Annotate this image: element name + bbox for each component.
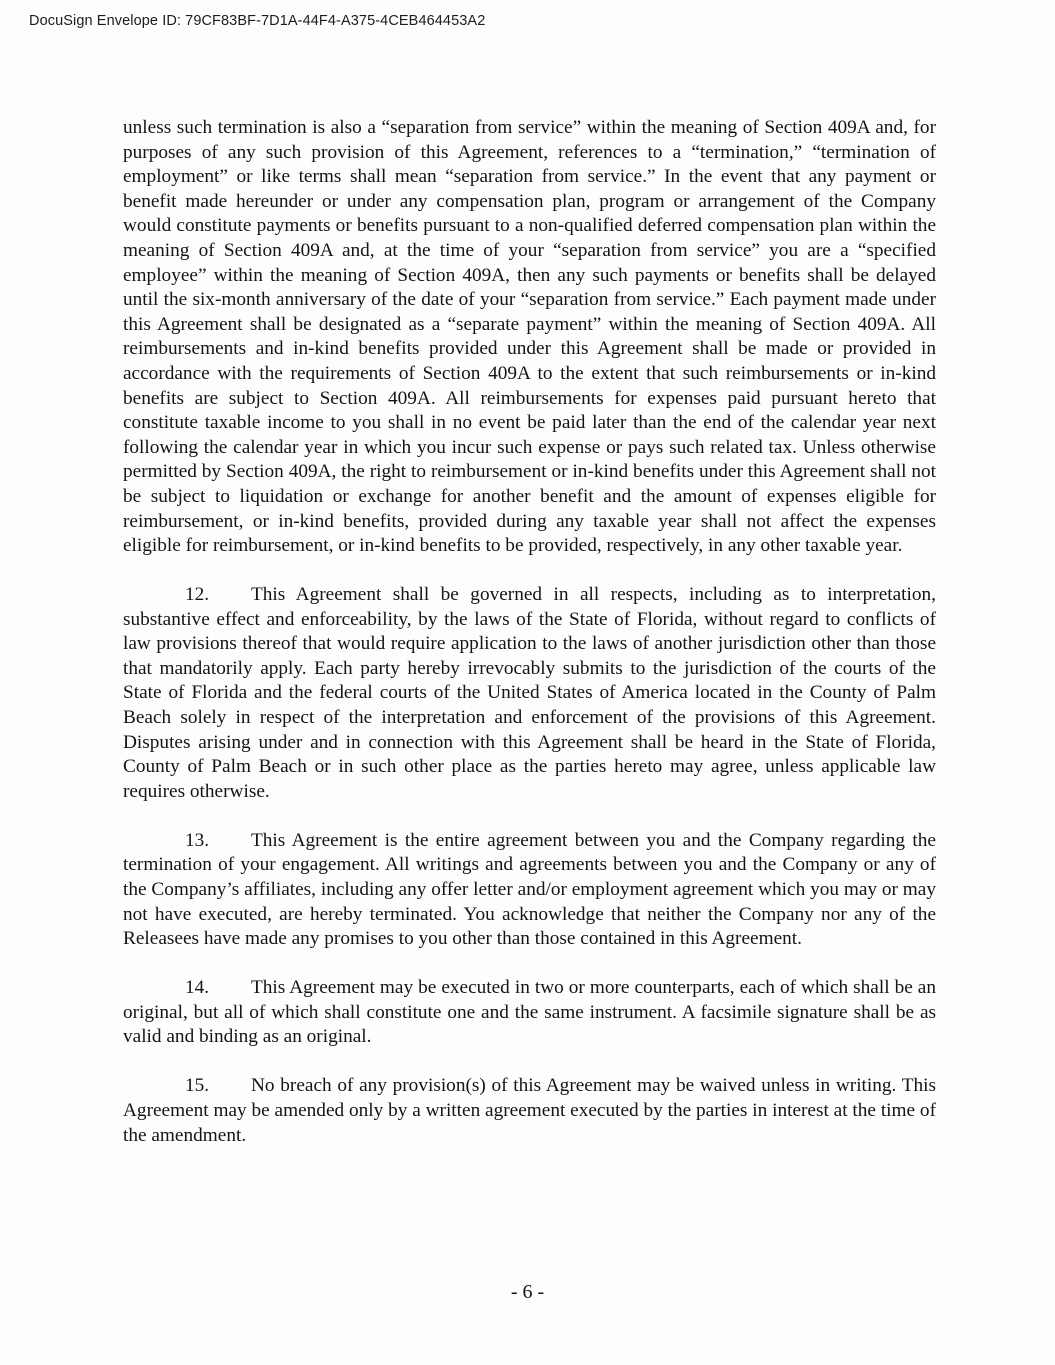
paragraph-continuation: unless such termination is also a “separation from service” within the meaning of Section 409A and, for purposes of any such provision of this Agreement, references to a “termination,” “termination of employment” or like terms shall mean “separation from service.” In the event that any payment or benefit made hereunder or under any compensation plan, program or arrangement of the Company would constitute payments or benefits pursuant to a non-qualified deferred compensation plan within the meaning of Section 409A and, at the time of your “separation from service” you are a “specified employee” within the meaning of Section 409A, then any such payments or benefits shall be delayed until the six-month anniversary of the date of your “separation from service.” Each payment made under this Agreement shall be designated as a “separate payment” within the meaning of Section 409A. All reimbursements and in-kind benefits provided under this Agreement shall be made or provided in accordance with the requirements of Section 409A to the extent that such reimbursements or in-kind benefits are subject to Section 409A. All reimbursements for expenses paid pursuant hereto that constitute taxable income to you shall in no event be paid later than the end of the calendar year next following the calendar year in which you incur such expense or pays such related tax. Unless otherwise permitted by Section 409A, the right to reimbursement or in-kind benefits under this Agreement shall not be subject to liquidation or exchange for another benefit and the amount of expenses eligible for reimbursement, or in-kind benefits, provided during any taxable year shall not affect the expenses eligible for reimbursement, or in-kind benefits to be provided, respectively, in any other taxable year. [123, 117, 936, 557]
paragraph-14-number: 14. [185, 977, 210, 999]
paragraph-15-text: No breach of any provision(s) of this Agreement may be waived unless in writing. This Agreement may be amended only by a written agreement executed by the parties in interest at the time of the amendment. [123, 1075, 936, 1146]
paragraph-15 [123, 1074, 936, 1148]
paragraph-13-text: This Agreement is the entire agreement between you and the Company regarding the termination of your engagement. All writings and agreements between you and the Company or any of the Company’s affiliates, including any offer letter and/or employment agreement which you may or may not have executed, are hereby terminated. You acknowledge that neither the Company nor any of the Releasees have made any promises to you other than those contained in this Agreement. [123, 829, 936, 950]
document-body [123, 116, 936, 1173]
paragraph-15-number: 15. [185, 1075, 210, 1097]
paragraph-13 [123, 829, 936, 952]
docusign-envelope-id: DocuSign Envelope ID: 79CF83BF-7D1A-44F4-A375-4CEB464453A2 [29, 13, 486, 29]
paragraph-12 [123, 583, 936, 804]
paragraph-13-number: 13. [185, 829, 210, 851]
page-number: - 6 - [510, 1281, 545, 1303]
paragraph-14 [123, 976, 936, 1050]
paragraph-12-text: This Agreement shall be governed in all respects, including as to interpretation, substantive effect and enforceability, by the laws of the State of Florida, without regard to conflicts of law provisions thereof that would require application to the laws of another jurisdiction other than those that mandatorily apply. Each party hereby irrevocably submits to the jurisdiction of the courts of the State of Florida and the federal courts of the United States of America located in the County of Palm Beach solely in respect of the interpretation and enforcement of the provisions of this Agreement. Disputes arising under and in connection with this Agreement shall be heard in the State of Florida, County of Palm Beach or in such other place as the parties hereto may agree, unless applicable law requires otherwise. [123, 584, 936, 802]
paragraph-14-text: This Agreement may be executed in two or more counterparts, each of which shall be an original, but all of which shall constitute one and the same instrument. A facsimile signature shall be as valid and binding as an original. [123, 977, 936, 1048]
paragraph-12-number: 12. [185, 584, 210, 606]
